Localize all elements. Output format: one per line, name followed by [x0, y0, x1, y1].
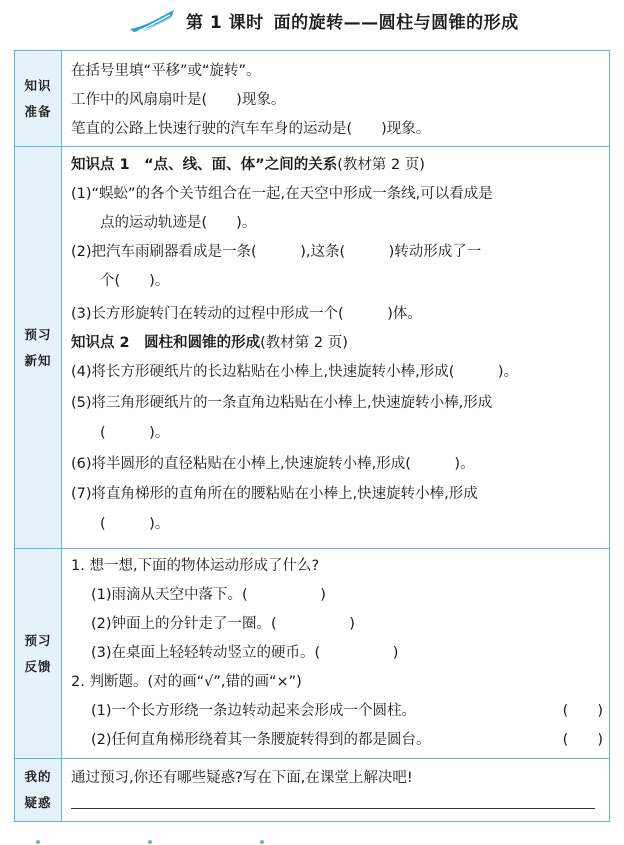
kp1-line: 个( )。	[71, 273, 170, 289]
lesson-title	[186, 8, 519, 33]
judge-answer-box[interactable]: ( )	[562, 703, 603, 719]
kp2-line: (7)将直角梯形的直角所在的腰粘贴在小棒上,快速旋转小棒,形成	[71, 486, 478, 502]
kp1-line: (3)长方形旋转门在转动的过程中形成一个( )体。	[71, 306, 422, 322]
feedback-q2-item: (1)一个长方形绕一条边转动起来会形成一个圆柱。	[91, 703, 417, 719]
lesson-header	[0, 0, 624, 44]
prep-question-fan: 工作中的风扇扇叶是( )现象。	[71, 92, 286, 108]
section-label-prep: 知识 准备	[15, 51, 62, 146]
prep-question-car: 笔直的公路上快速行驶的汽车车身的运动是( )现象。	[71, 121, 431, 137]
prep-instruction: 在括号里填“平移”或“旋转”。	[71, 63, 261, 79]
feedback-question-2: 2. 判断题。(对的画“√”,错的画“×”)	[71, 674, 302, 690]
feedback-question-1: 1. 想一想,下面的物体运动形成了什么?	[71, 558, 320, 574]
kp2-line: (5)将三角形硬纸片的一条直角边粘贴在小棒上,快速旋转小棒,形成	[71, 395, 493, 411]
doubts-writing-line[interactable]	[71, 808, 595, 809]
kp1-line: (1)“蜈蚣”的各个关节组合在一起,在天空中形成一条线,可以看成是	[71, 186, 493, 202]
kp2-line: ( )。	[71, 425, 170, 441]
kp2-line: ( )。	[71, 516, 170, 532]
kp2-line: (6)将半圆形的直径粘贴在小棒上,快速旋转小棒,形成( )。	[71, 456, 475, 472]
knowledge-point-2-title: 知识点 2 圆柱和圆锥的形成(教材第 2 页)	[71, 335, 348, 351]
feedback-q2-item: (2)任何直角梯形绕着其一条腰旋转得到的都是圆台。	[91, 732, 431, 748]
doubts-prompt: 通过预习,你还有哪些疑惑?写在下面,在课堂上解决吧!	[71, 770, 413, 786]
kp1-line: (2)把汽车雨刷器看成是一条( ),这条( )转动形成了一	[71, 244, 482, 260]
kp1-line: 点的运动轨迹是( )。	[71, 215, 257, 231]
section-feedback	[15, 548, 609, 758]
section-prep	[15, 51, 609, 146]
kp2-line: (4)将长方形硬纸片的长边粘贴在小棒上,快速旋转小棒,形成( )。	[71, 364, 519, 380]
brush-stroke-icon	[128, 7, 180, 33]
section-label-new: 预习 新知	[15, 147, 62, 548]
worksheet-table	[14, 50, 610, 822]
section-label-feedback: 预习 反馈	[15, 549, 62, 758]
feedback-q1-item: (1)雨滴从天空中落下。( )	[91, 587, 326, 603]
feedback-q1-item: (3)在桌面上轻轻转动竖立的硬币。( )	[91, 645, 399, 661]
lesson-topic: 面的旋转——圆柱与圆锥的形成	[273, 13, 519, 33]
judge-answer-box[interactable]: ( )	[562, 732, 603, 748]
section-doubts	[15, 758, 609, 821]
lesson-number: 第 1 课时	[186, 13, 264, 33]
section-new-knowledge	[15, 146, 609, 548]
knowledge-point-1-title: 知识点 1 “点、线、面、体”之间的关系(教材第 2 页)	[71, 157, 425, 173]
feedback-q1-item: (2)钟面上的分针走了一圈。( )	[91, 616, 355, 632]
section-label-doubts: 我的 疑惑	[15, 759, 62, 821]
bottom-decoration	[14, 838, 610, 844]
